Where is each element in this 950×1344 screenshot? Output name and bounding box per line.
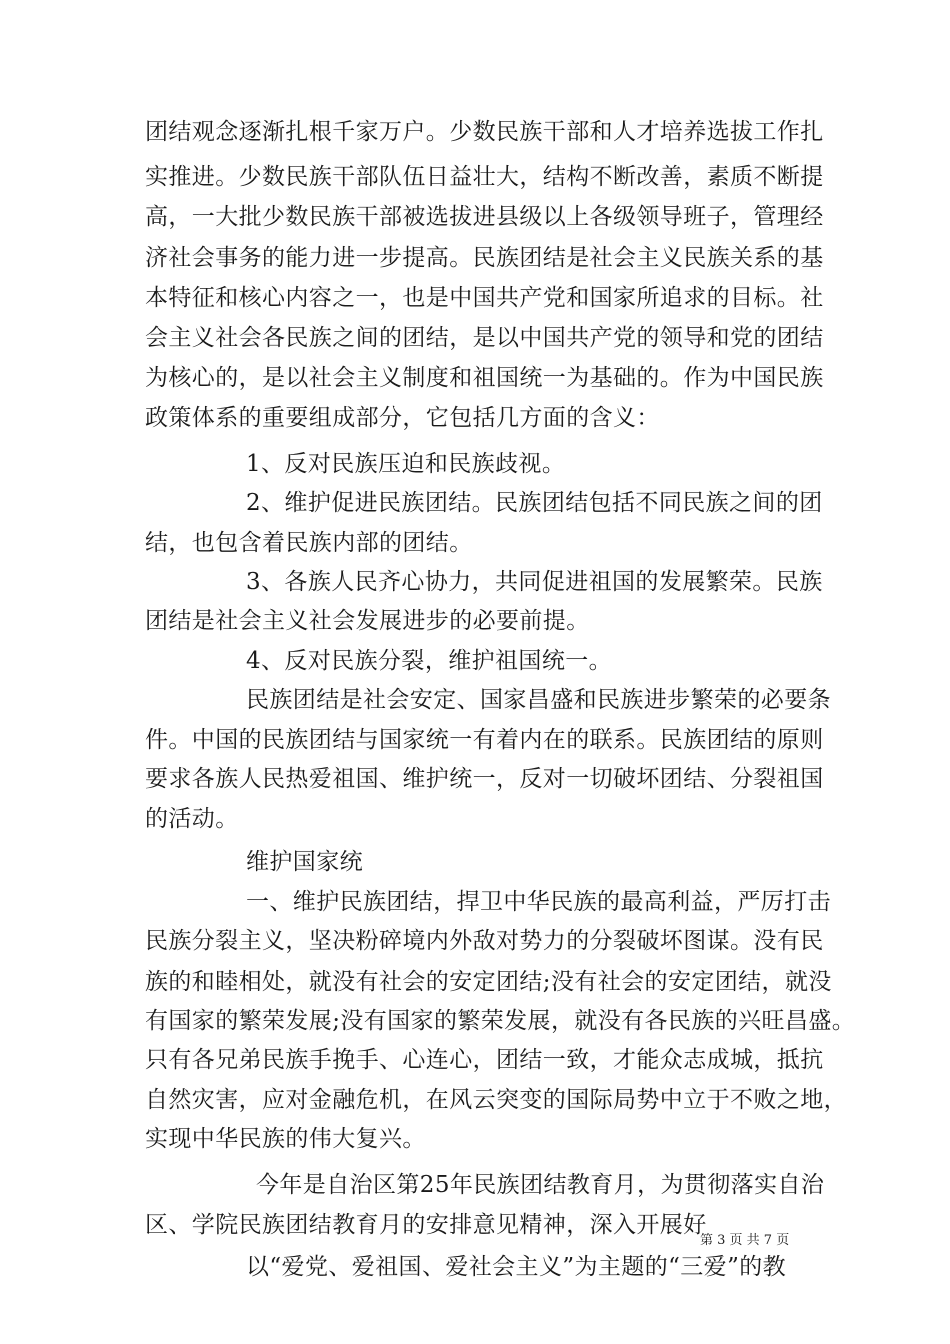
text-line: 以“爱党、爱祖国、爱社会主义”为主题的“三爱”的教 [246,1254,787,1280]
text-line: 件。中国的民族团结与国家统一有着内在的联系。民族团结的原则 [145,727,824,753]
text-line: 团结观念逐渐扎根千家万户。少数民族干部和人才培养选拔工作扎 [145,119,824,145]
text-line: 会主义社会各民族之间的团结，是以中国共产党的领导和党的团结 [145,325,824,351]
list-item: 4、反对民族分裂，维护祖国统一。 [246,648,613,674]
text-line: 民族分裂主义，坚决粉碎境内外敌对势力的分裂破坏图谋。没有民 [145,928,824,954]
section-heading: 维护国家统 [246,849,363,875]
text-line: 今年是自治区第25年民族团结教育月，为贯彻落实自治 [256,1172,825,1198]
text-line: 只有各兄弟民族手挽手、心连心，团结一致，才能众志成城，抵抗 [145,1047,824,1073]
list-item: 2、维护促进民族团结。民族团结包括不同民族之间的团 [246,490,823,516]
text-line: 自然灾害，应对金融危机，在风云突变的国际局势中立于不败之地， [145,1087,847,1113]
text-line: 民族团结是社会安定、国家昌盛和民族进步繁荣的必要条 [246,687,831,713]
list-item: 1、反对民族压迫和民族歧视。 [246,451,566,477]
text-line: 实推进。少数民族干部队伍日益壮大，结构不断改善，素质不断提 [145,164,824,190]
text-line: 族的和睦相处，就没有社会的安定团结;没有社会的安定团结，就没 [145,969,832,995]
text-line: 团结是社会主义社会发展进步的必要前提。 [145,608,590,634]
text-line: 有国家的繁荣发展;没有国家的繁荣发展，就没有各民族的兴旺昌盛。 [145,1008,856,1034]
text-line: 的活动。 [145,806,239,832]
text-line: 实现中华民族的伟大复兴。 [145,1126,426,1152]
text-line: 政策体系的重要组成部分，它包括几方面的含义： [145,405,660,431]
text-line: 一、维护民族团结，捍卫中华民族的最高利益，严厉打击 [246,889,831,915]
text-line: 为核心的，是以社会主义制度和祖国统一为基础的。作为中国民族 [145,365,824,391]
page-number: 第 3 页 共 7 页 [700,1233,790,1248]
text-line: 区、学院民族团结教育月的安排意见精神，深入开展好 [145,1212,707,1238]
text-line: 本特征和核心内容之一，也是中国共产党和国家所追求的目标。社 [145,285,824,311]
text-line: 济社会事务的能力进一步提高。民族团结是社会主义民族关系的基 [145,245,824,271]
text-line: 要求各族人民热爱祖国、维护统一，反对一切破坏团结、分裂祖国 [145,766,824,792]
text-line: 结，也包含着民族内部的团结。 [145,530,473,556]
text-line: 高，一大批少数民族干部被选拔进县级以上各级领导班子，管理经 [145,204,824,230]
list-item: 3、各族人民齐心协力，共同促进祖国的发展繁荣。民族 [246,569,823,595]
